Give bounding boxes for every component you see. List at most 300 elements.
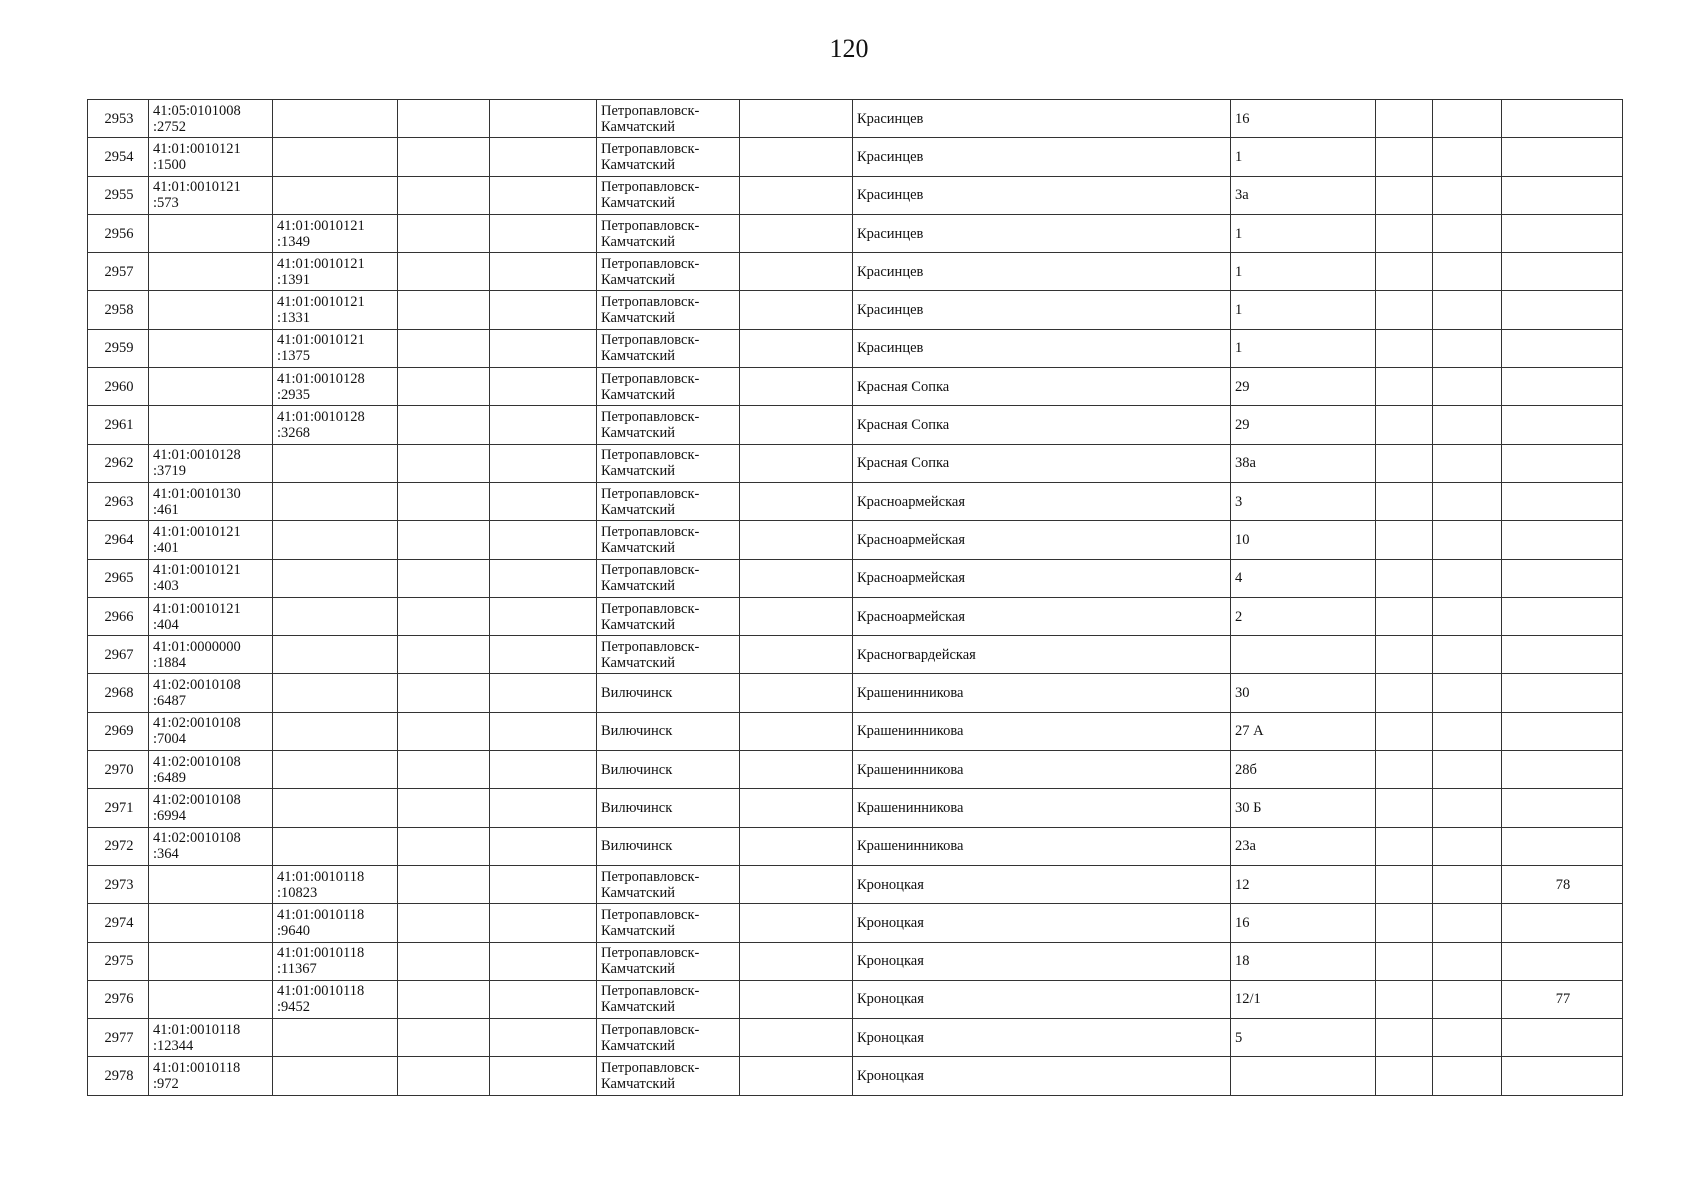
empty-cell-5 [490, 1057, 597, 1095]
apartment-cell [1502, 444, 1623, 482]
land-cadastral-cell-line: :1500 [153, 156, 187, 173]
settlement-cell: Вилючинск [597, 789, 740, 827]
empty-cell-10 [1376, 636, 1433, 674]
settlement-cell-line: Петропавловск- [601, 294, 700, 311]
empty-cell-10 [1376, 712, 1433, 750]
land-cadastral-cell [149, 482, 273, 520]
empty-cell-7 [740, 329, 853, 367]
empty-cell-11 [1433, 904, 1502, 942]
building-cadastral-cell-line: 41:01:0010121 [277, 294, 365, 311]
building-cadastral-cell [273, 865, 398, 903]
land-cadastral-cell-line: :1884 [153, 654, 187, 671]
house-number-cell: 5 [1231, 1019, 1376, 1057]
settlement-cell-line: Камчатский [601, 501, 675, 518]
row-number-cell: 2976 [88, 980, 149, 1018]
street-cell: Красинцев [853, 329, 1231, 367]
land-cadastral-cell [149, 865, 273, 903]
settlement-cell [597, 942, 740, 980]
apartment-cell [1502, 827, 1623, 865]
empty-cell-5 [490, 597, 597, 635]
settlement-cell-line: Петропавловск- [601, 983, 700, 1000]
empty-cell-5 [490, 942, 597, 980]
settlement-cell-line: Петропавловск- [601, 906, 700, 923]
empty-cell-5 [490, 138, 597, 176]
empty-cell-11 [1433, 597, 1502, 635]
settlement-cell-line: Петропавловск- [601, 217, 700, 234]
row-number-cell: 2967 [88, 636, 149, 674]
building-cadastral-cell [273, 789, 398, 827]
building-cadastral-cell [273, 751, 398, 789]
empty-cell-4 [398, 138, 490, 176]
empty-cell-5 [490, 751, 597, 789]
building-cadastral-cell-line: 41:01:0010118 [277, 983, 365, 1000]
apartment-cell [1502, 559, 1623, 597]
settlement-cell-line: Петропавловск- [601, 102, 700, 119]
empty-cell-11 [1433, 482, 1502, 520]
apartment-cell [1502, 1057, 1623, 1095]
empty-cell-4 [398, 636, 490, 674]
table-row [88, 253, 1623, 291]
settlement-cell [597, 138, 740, 176]
empty-cell-10 [1376, 789, 1433, 827]
land-cadastral-cell-line: 41:02:0010108 [153, 677, 241, 694]
empty-cell-5 [490, 176, 597, 214]
settlement-cell-line: Камчатский [601, 310, 675, 327]
street-cell: Красноармейская [853, 559, 1231, 597]
settlement-cell-line: Камчатский [601, 348, 675, 365]
settlement-cell-line: Камчатский [601, 425, 675, 442]
empty-cell-10 [1376, 751, 1433, 789]
building-cadastral-cell-line: 41:01:0010121 [277, 255, 365, 272]
house-number-cell: 1 [1231, 253, 1376, 291]
empty-cell-10 [1376, 214, 1433, 252]
apartment-cell [1502, 597, 1623, 635]
apartment-cell [1502, 368, 1623, 406]
apartment-cell [1502, 138, 1623, 176]
building-cadastral-cell [273, 482, 398, 520]
table-row [88, 865, 1623, 903]
empty-cell-7 [740, 444, 853, 482]
apartment-cell [1502, 100, 1623, 138]
empty-cell-4 [398, 100, 490, 138]
page-number: 120 [829, 34, 869, 63]
house-number-cell: 29 [1231, 406, 1376, 444]
empty-cell-7 [740, 253, 853, 291]
house-number-cell: 27 А [1231, 712, 1376, 750]
row-number-cell: 2960 [88, 368, 149, 406]
settlement-cell-line: Камчатский [601, 539, 675, 556]
empty-cell-4 [398, 176, 490, 214]
empty-cell-4 [398, 751, 490, 789]
apartment-cell [1502, 789, 1623, 827]
table-row [88, 214, 1623, 252]
apartment-cell [1502, 176, 1623, 214]
land-cadastral-cell-line: 41:01:0010121 [153, 140, 241, 157]
row-number-cell: 2971 [88, 789, 149, 827]
row-number-cell: 2973 [88, 865, 149, 903]
empty-cell-4 [398, 674, 490, 712]
row-number-cell: 2968 [88, 674, 149, 712]
street-cell: Красинцев [853, 214, 1231, 252]
settlement-cell-line: Петропавловск- [601, 370, 700, 387]
settlement-cell-line: Петропавловск- [601, 562, 700, 579]
apartment-cell [1502, 942, 1623, 980]
empty-cell-11 [1433, 865, 1502, 903]
table-row [88, 942, 1623, 980]
street-cell: Красноармейская [853, 482, 1231, 520]
empty-cell-4 [398, 253, 490, 291]
building-cadastral-cell [273, 904, 398, 942]
empty-cell-10 [1376, 291, 1433, 329]
land-cadastral-cell [149, 712, 273, 750]
apartment-cell [1502, 712, 1623, 750]
empty-cell-11 [1433, 1019, 1502, 1057]
empty-cell-7 [740, 1057, 853, 1095]
building-cadastral-cell-line: :1375 [277, 348, 311, 365]
empty-cell-4 [398, 980, 490, 1018]
settlement-cell [597, 291, 740, 329]
empty-cell-10 [1376, 827, 1433, 865]
settlement-cell-line: Камчатский [601, 884, 675, 901]
settlement-cell-line: Камчатский [601, 999, 675, 1016]
apartment-cell [1502, 521, 1623, 559]
street-cell: Крашенинникова [853, 827, 1231, 865]
street-cell: Красноармейская [853, 521, 1231, 559]
land-cadastral-cell [149, 597, 273, 635]
land-cadastral-cell-line: 41:02:0010108 [153, 830, 241, 847]
table-row [88, 712, 1623, 750]
table-row [88, 138, 1623, 176]
land-cadastral-cell-line: :364 [153, 846, 179, 863]
empty-cell-11 [1433, 521, 1502, 559]
building-cadastral-cell [273, 942, 398, 980]
row-number-cell: 2972 [88, 827, 149, 865]
settlement-cell [597, 597, 740, 635]
street-cell: Красная Сопка [853, 368, 1231, 406]
table-row [88, 597, 1623, 635]
building-cadastral-cell [273, 444, 398, 482]
table-row [88, 406, 1623, 444]
settlement-cell: Вилючинск [597, 712, 740, 750]
land-cadastral-cell [149, 942, 273, 980]
land-cadastral-cell-line: :6994 [153, 807, 187, 824]
empty-cell-11 [1433, 100, 1502, 138]
building-cadastral-cell-line: :1391 [277, 271, 311, 288]
empty-cell-5 [490, 980, 597, 1018]
building-cadastral-cell [273, 291, 398, 329]
empty-cell-11 [1433, 444, 1502, 482]
empty-cell-4 [398, 329, 490, 367]
land-cadastral-cell-line: :461 [153, 501, 179, 518]
empty-cell-5 [490, 368, 597, 406]
empty-cell-4 [398, 712, 490, 750]
settlement-cell-line: Камчатский [601, 463, 675, 480]
address-registry-table [87, 99, 1623, 1096]
house-number-cell: 12/1 [1231, 980, 1376, 1018]
building-cadastral-cell-line: 41:01:0010128 [277, 409, 365, 426]
house-number-cell: 28б [1231, 751, 1376, 789]
settlement-cell [597, 904, 740, 942]
empty-cell-4 [398, 1019, 490, 1057]
empty-cell-5 [490, 291, 597, 329]
empty-cell-11 [1433, 214, 1502, 252]
empty-cell-5 [490, 482, 597, 520]
table-row [88, 559, 1623, 597]
settlement-cell-line: Петропавловск- [601, 1060, 700, 1077]
empty-cell-4 [398, 444, 490, 482]
empty-cell-7 [740, 636, 853, 674]
settlement-cell-line: Петропавловск- [601, 485, 700, 502]
building-cadastral-cell [273, 597, 398, 635]
house-number-cell [1231, 636, 1376, 674]
building-cadastral-cell [273, 100, 398, 138]
row-number-cell: 2957 [88, 253, 149, 291]
row-number-cell: 2961 [88, 406, 149, 444]
row-number-cell: 2959 [88, 329, 149, 367]
empty-cell-10 [1376, 904, 1433, 942]
building-cadastral-cell [273, 559, 398, 597]
empty-cell-5 [490, 1019, 597, 1057]
land-cadastral-cell [149, 521, 273, 559]
land-cadastral-cell [149, 636, 273, 674]
house-number-cell: 1 [1231, 291, 1376, 329]
empty-cell-4 [398, 904, 490, 942]
empty-cell-4 [398, 214, 490, 252]
empty-cell-5 [490, 827, 597, 865]
row-number-cell: 2974 [88, 904, 149, 942]
empty-cell-10 [1376, 1057, 1433, 1095]
building-cadastral-cell-line: 41:01:0010118 [277, 945, 365, 962]
settlement-cell-line: Камчатский [601, 578, 675, 595]
apartment-cell [1502, 406, 1623, 444]
table-row [88, 521, 1623, 559]
settlement-cell-line: Петропавловск- [601, 179, 700, 196]
building-cadastral-cell-line: 41:01:0010118 [277, 868, 365, 885]
table-row [88, 827, 1623, 865]
settlement-cell-line: Петропавловск- [601, 523, 700, 540]
land-cadastral-cell [149, 444, 273, 482]
settlement-cell: Вилючинск [597, 674, 740, 712]
empty-cell-7 [740, 368, 853, 406]
settlement-cell [597, 521, 740, 559]
building-cadastral-cell-line: 41:01:0010128 [277, 370, 365, 387]
empty-cell-5 [490, 904, 597, 942]
building-cadastral-cell-line: 41:01:0010118 [277, 906, 365, 923]
settlement-cell-line: Петропавловск- [601, 447, 700, 464]
land-cadastral-cell-line: 41:01:0010121 [153, 600, 241, 617]
row-number-cell: 2953 [88, 100, 149, 138]
apartment-cell [1502, 904, 1623, 942]
empty-cell-4 [398, 368, 490, 406]
settlement-cell-line: Камчатский [601, 233, 675, 250]
empty-cell-10 [1376, 406, 1433, 444]
street-cell: Красинцев [853, 291, 1231, 329]
apartment-cell [1502, 674, 1623, 712]
house-number-cell: 18 [1231, 942, 1376, 980]
settlement-cell [597, 368, 740, 406]
empty-cell-4 [398, 521, 490, 559]
street-cell: Кроноцкая [853, 865, 1231, 903]
land-cadastral-cell [149, 789, 273, 827]
land-cadastral-cell-line: 41:02:0010108 [153, 791, 241, 808]
empty-cell-10 [1376, 253, 1433, 291]
land-cadastral-cell-line: 41:01:0010118 [153, 1060, 241, 1077]
land-cadastral-cell [149, 827, 273, 865]
building-cadastral-cell-line: :1349 [277, 233, 311, 250]
empty-cell-11 [1433, 674, 1502, 712]
empty-cell-11 [1433, 1057, 1502, 1095]
house-number-cell: 4 [1231, 559, 1376, 597]
empty-cell-5 [490, 100, 597, 138]
house-number-cell: 29 [1231, 368, 1376, 406]
table-row [88, 1057, 1623, 1095]
land-cadastral-cell-line: :7004 [153, 731, 187, 748]
street-cell: Красногвардейская [853, 636, 1231, 674]
building-cadastral-cell [273, 674, 398, 712]
empty-cell-5 [490, 329, 597, 367]
land-cadastral-cell-line: :404 [153, 616, 179, 633]
empty-cell-7 [740, 482, 853, 520]
building-cadastral-cell-line: :11367 [277, 961, 317, 978]
row-number-cell: 2965 [88, 559, 149, 597]
empty-cell-7 [740, 789, 853, 827]
empty-cell-11 [1433, 636, 1502, 674]
building-cadastral-cell [273, 827, 398, 865]
apartment-cell [1502, 291, 1623, 329]
empty-cell-7 [740, 980, 853, 1018]
land-cadastral-cell-line: 41:01:0010121 [153, 562, 241, 579]
street-cell: Красная Сопка [853, 406, 1231, 444]
apartment-cell: 77 [1502, 980, 1623, 1018]
settlement-cell-line: Камчатский [601, 616, 675, 633]
empty-cell-11 [1433, 368, 1502, 406]
empty-cell-10 [1376, 521, 1433, 559]
settlement-cell-line: Петропавловск- [601, 945, 700, 962]
empty-cell-10 [1376, 368, 1433, 406]
building-cadastral-cell [273, 368, 398, 406]
table-row [88, 674, 1623, 712]
settlement-cell-line: Камчатский [601, 1037, 675, 1054]
empty-cell-7 [740, 291, 853, 329]
street-cell: Красноармейская [853, 597, 1231, 635]
land-cadastral-cell-line: :12344 [153, 1037, 194, 1054]
settlement-cell-line: Камчатский [601, 195, 675, 212]
empty-cell-11 [1433, 942, 1502, 980]
empty-cell-7 [740, 674, 853, 712]
land-cadastral-cell [149, 1057, 273, 1095]
empty-cell-11 [1433, 329, 1502, 367]
table-row [88, 291, 1623, 329]
street-cell: Кроноцкая [853, 942, 1231, 980]
apartment-cell: 78 [1502, 865, 1623, 903]
house-number-cell: 16 [1231, 904, 1376, 942]
empty-cell-5 [490, 406, 597, 444]
house-number-cell: 1 [1231, 138, 1376, 176]
land-cadastral-cell [149, 406, 273, 444]
empty-cell-11 [1433, 406, 1502, 444]
land-cadastral-cell [149, 904, 273, 942]
house-number-cell: 2 [1231, 597, 1376, 635]
table-row [88, 482, 1623, 520]
street-cell: Красинцев [853, 138, 1231, 176]
row-number-cell: 2970 [88, 751, 149, 789]
land-cadastral-cell [149, 368, 273, 406]
land-cadastral-cell [149, 980, 273, 1018]
table-row [88, 100, 1623, 138]
row-number-cell: 2969 [88, 712, 149, 750]
empty-cell-4 [398, 865, 490, 903]
land-cadastral-cell-line: 41:01:0010130 [153, 485, 241, 502]
table-row [88, 904, 1623, 942]
land-cadastral-cell-line: 41:01:0010118 [153, 1021, 241, 1038]
row-number-cell: 2975 [88, 942, 149, 980]
settlement-cell-line: Петропавловск- [601, 638, 700, 655]
apartment-cell [1502, 482, 1623, 520]
street-cell: Кроноцкая [853, 1019, 1231, 1057]
row-number-cell: 2966 [88, 597, 149, 635]
empty-cell-11 [1433, 789, 1502, 827]
building-cadastral-cell-line: :3268 [277, 425, 311, 442]
row-number-cell: 2964 [88, 521, 149, 559]
house-number-cell: 30 Б [1231, 789, 1376, 827]
building-cadastral-cell [273, 176, 398, 214]
land-cadastral-cell [149, 751, 273, 789]
house-number-cell: 3 [1231, 482, 1376, 520]
building-cadastral-cell [273, 521, 398, 559]
settlement-cell-line: Петропавловск- [601, 600, 700, 617]
settlement-cell [597, 176, 740, 214]
settlement-cell: Вилючинск [597, 751, 740, 789]
land-cadastral-cell [149, 176, 273, 214]
land-cadastral-cell [149, 100, 273, 138]
settlement-cell [597, 482, 740, 520]
building-cadastral-cell [273, 636, 398, 674]
land-cadastral-cell-line: :2752 [153, 118, 187, 135]
street-cell: Красинцев [853, 253, 1231, 291]
empty-cell-7 [740, 865, 853, 903]
land-cadastral-cell [149, 214, 273, 252]
land-cadastral-cell-line: :403 [153, 578, 179, 595]
land-cadastral-cell-line: 41:05:0101008 [153, 102, 241, 119]
building-cadastral-cell-line: :10823 [277, 884, 318, 901]
empty-cell-10 [1376, 176, 1433, 214]
house-number-cell: 30 [1231, 674, 1376, 712]
land-cadastral-cell-line: :3719 [153, 463, 187, 480]
street-cell: Крашенинникова [853, 789, 1231, 827]
building-cadastral-cell-line: :9640 [277, 922, 311, 939]
table-row [88, 1019, 1623, 1057]
street-cell: Кроноцкая [853, 1057, 1231, 1095]
building-cadastral-cell [273, 406, 398, 444]
empty-cell-7 [740, 406, 853, 444]
row-number-cell: 2954 [88, 138, 149, 176]
row-number-cell: 2977 [88, 1019, 149, 1057]
settlement-cell-line: Петропавловск- [601, 140, 700, 157]
row-number-cell: 2963 [88, 482, 149, 520]
empty-cell-5 [490, 253, 597, 291]
settlement-cell [597, 214, 740, 252]
table-row [88, 444, 1623, 482]
settlement-cell [597, 444, 740, 482]
settlement-cell [597, 1019, 740, 1057]
empty-cell-5 [490, 444, 597, 482]
empty-cell-10 [1376, 444, 1433, 482]
settlement-cell [597, 329, 740, 367]
empty-cell-7 [740, 712, 853, 750]
land-cadastral-cell [149, 559, 273, 597]
land-cadastral-cell-line: 41:02:0010108 [153, 753, 241, 770]
empty-cell-10 [1376, 942, 1433, 980]
